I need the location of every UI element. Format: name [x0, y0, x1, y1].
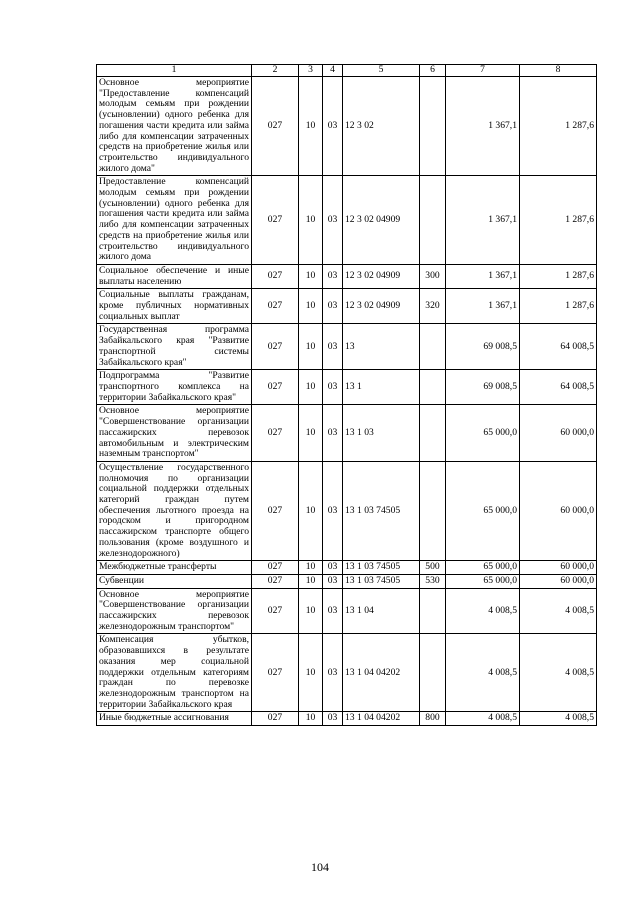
- amount-year2-cell: 64 008,5: [520, 324, 597, 370]
- row-name-cell: Осуществление государственного полномочия по организации социальной поддержки отдельных категорий граждан путем обеспечения льготного проезда на городском и пригородном пассажирском транспорте общего пользования (кроме воздушного и железнодорожного): [97, 461, 252, 560]
- amount-year1-cell: 1 367,1: [446, 176, 520, 265]
- expense-type-code-cell: [420, 634, 446, 712]
- section-code-cell: 10: [299, 712, 323, 726]
- target-article-code-cell: 12 3 02 04909: [343, 176, 420, 265]
- subsection-code-cell: 03: [323, 370, 343, 405]
- expense-type-code-cell: [420, 405, 446, 462]
- section-code-cell: 10: [299, 561, 323, 575]
- section-code-cell: 10: [299, 289, 323, 324]
- page-number: 104: [311, 860, 329, 874]
- table-row: [97, 405, 597, 462]
- section-code-cell: 10: [299, 634, 323, 712]
- expense-type-code-cell: [420, 324, 446, 370]
- ministry-code-cell: 027: [252, 574, 299, 588]
- header-cell-col2: 2: [252, 65, 299, 77]
- ministry-code-cell: 027: [252, 176, 299, 265]
- row-name-cell: Основное мероприятие "Совершенствование организации пассажирских перевозок автомобильным и электрическим наземным транспортом": [97, 405, 252, 462]
- section-code-cell: 10: [299, 324, 323, 370]
- table-header-row: [97, 65, 597, 77]
- table-row: [97, 574, 597, 588]
- amount-year1-cell: 65 000,0: [446, 461, 520, 560]
- expense-type-code-cell: 320: [420, 289, 446, 324]
- amount-year1-cell: 69 008,5: [446, 370, 520, 405]
- expense-type-code-cell: [420, 588, 446, 634]
- amount-year1-cell: 4 008,5: [446, 588, 520, 634]
- section-code-cell: 10: [299, 176, 323, 265]
- header-cell-col4: 4: [323, 65, 343, 77]
- subsection-code-cell: 03: [323, 588, 343, 634]
- ministry-code-cell: 027: [252, 461, 299, 560]
- header-cell-col3: 3: [299, 65, 323, 77]
- ministry-code-cell: 027: [252, 405, 299, 462]
- amount-year1-cell: 1 367,1: [446, 289, 520, 324]
- ministry-code-cell: 027: [252, 712, 299, 726]
- target-article-code-cell: 13: [343, 324, 420, 370]
- row-name-cell: Государственная программа Забайкальского края "Развитие транспортной системы Забайкальского края": [97, 324, 252, 370]
- section-code-cell: 10: [299, 264, 323, 288]
- target-article-code-cell: 13 1 04 04202: [343, 712, 420, 726]
- expense-type-code-cell: 500: [420, 561, 446, 575]
- row-name-cell: Предоставление компенсаций молодым семьям при рождении (усыновлении) одного ребенка для погашения части кредита или займа либо для компенсации затраченных средств на приобретение жилья или строительство индивидуального жилого дома: [97, 176, 252, 265]
- amount-year2-cell: 4 008,5: [520, 634, 597, 712]
- amount-year2-cell: 60 000,0: [520, 574, 597, 588]
- row-name-cell: Социальные выплаты гражданам, кроме публичных нормативных социальных выплат: [97, 289, 252, 324]
- target-article-code-cell: 13 1 03 74505: [343, 574, 420, 588]
- subsection-code-cell: 03: [323, 289, 343, 324]
- header-cell-col6: 6: [420, 65, 446, 77]
- section-code-cell: 10: [299, 588, 323, 634]
- section-code-cell: 10: [299, 405, 323, 462]
- amount-year2-cell: 1 287,6: [520, 264, 597, 288]
- ministry-code-cell: 027: [252, 324, 299, 370]
- table-row: [97, 176, 597, 265]
- expense-type-code-cell: 800: [420, 712, 446, 726]
- target-article-code-cell: 12 3 02 04909: [343, 264, 420, 288]
- table-row: [97, 712, 597, 726]
- header-cell-col5: 5: [343, 65, 420, 77]
- table-row: [97, 289, 597, 324]
- budget-table: [96, 64, 597, 726]
- ministry-code-cell: 027: [252, 77, 299, 176]
- row-name-cell: Межбюджетные трансферты: [97, 561, 252, 575]
- amount-year2-cell: 1 287,6: [520, 176, 597, 265]
- target-article-code-cell: 13 1 04: [343, 588, 420, 634]
- section-code-cell: 10: [299, 370, 323, 405]
- ministry-code-cell: 027: [252, 634, 299, 712]
- expense-type-code-cell: [420, 176, 446, 265]
- table-row: [97, 588, 597, 634]
- header-cell-col1: 1: [97, 65, 252, 77]
- ministry-code-cell: 027: [252, 370, 299, 405]
- amount-year2-cell: 4 008,5: [520, 712, 597, 726]
- subsection-code-cell: 03: [323, 264, 343, 288]
- subsection-code-cell: 03: [323, 176, 343, 265]
- section-code-cell: 10: [299, 574, 323, 588]
- header-cell-col7: 7: [446, 65, 520, 77]
- table-row: [97, 461, 597, 560]
- subsection-code-cell: 03: [323, 405, 343, 462]
- section-code-cell: 10: [299, 461, 323, 560]
- table-row: [97, 77, 597, 176]
- ministry-code-cell: 027: [252, 289, 299, 324]
- amount-year1-cell: 65 000,0: [446, 561, 520, 575]
- subsection-code-cell: 03: [323, 77, 343, 176]
- header-cell-col8: 8: [520, 65, 597, 77]
- target-article-code-cell: 13 1 03 74505: [343, 561, 420, 575]
- amount-year1-cell: 65 000,0: [446, 574, 520, 588]
- amount-year2-cell: 60 000,0: [520, 561, 597, 575]
- amount-year1-cell: 69 008,5: [446, 324, 520, 370]
- row-name-cell: Социальное обеспечение и иные выплаты населению: [97, 264, 252, 288]
- amount-year1-cell: 4 008,5: [446, 634, 520, 712]
- amount-year2-cell: 1 287,6: [520, 77, 597, 176]
- row-name-cell: Основное мероприятие "Предоставление компенсаций молодым семьям при рождении (усыновлении) одного ребенка для погашения части кредита или займа либо для компенсации затраченных средств на приобретение жилья или строительство индивидуального жилого дома": [97, 77, 252, 176]
- amount-year2-cell: 64 008,5: [520, 370, 597, 405]
- target-article-code-cell: 13 1 03: [343, 405, 420, 462]
- row-name-cell: Субвенции: [97, 574, 252, 588]
- amount-year1-cell: 4 008,5: [446, 712, 520, 726]
- expense-type-code-cell: 300: [420, 264, 446, 288]
- amount-year2-cell: 4 008,5: [520, 588, 597, 634]
- amount-year2-cell: 60 000,0: [520, 461, 597, 560]
- table-row: [97, 264, 597, 288]
- row-name-cell: Подпрограмма "Развитие транспортного комплекса на территории Забайкальского края": [97, 370, 252, 405]
- amount-year1-cell: 1 367,1: [446, 264, 520, 288]
- ministry-code-cell: 027: [252, 264, 299, 288]
- amount-year2-cell: 1 287,6: [520, 289, 597, 324]
- expense-type-code-cell: [420, 77, 446, 176]
- ministry-code-cell: 027: [252, 588, 299, 634]
- amount-year1-cell: 65 000,0: [446, 405, 520, 462]
- row-name-cell: Компенсация убытков, образовавшихся в результате оказания мер социальной поддержки отдельным категориям граждан по перевозке железнодорожным транспортом на территории Забайкальского края: [97, 634, 252, 712]
- subsection-code-cell: 03: [323, 324, 343, 370]
- table-row: [97, 634, 597, 712]
- expense-type-code-cell: [420, 461, 446, 560]
- table-row: [97, 370, 597, 405]
- target-article-code-cell: 13 1 04 04202: [343, 634, 420, 712]
- table-row: [97, 324, 597, 370]
- amount-year2-cell: 60 000,0: [520, 405, 597, 462]
- expense-type-code-cell: [420, 370, 446, 405]
- section-code-cell: 10: [299, 77, 323, 176]
- ministry-code-cell: 027: [252, 561, 299, 575]
- target-article-code-cell: 12 3 02: [343, 77, 420, 176]
- subsection-code-cell: 03: [323, 461, 343, 560]
- expense-type-code-cell: 530: [420, 574, 446, 588]
- table-row: [97, 561, 597, 575]
- target-article-code-cell: 13 1: [343, 370, 420, 405]
- target-article-code-cell: 12 3 02 04909: [343, 289, 420, 324]
- subsection-code-cell: 03: [323, 574, 343, 588]
- subsection-code-cell: 03: [323, 634, 343, 712]
- row-name-cell: Основное мероприятие "Совершенствование организации пассажирских перевозок железнодорожным транспортом": [97, 588, 252, 634]
- subsection-code-cell: 03: [323, 712, 343, 726]
- row-name-cell: Иные бюджетные ассигнования: [97, 712, 252, 726]
- amount-year1-cell: 1 367,1: [446, 77, 520, 176]
- target-article-code-cell: 13 1 03 74505: [343, 461, 420, 560]
- subsection-code-cell: 03: [323, 561, 343, 575]
